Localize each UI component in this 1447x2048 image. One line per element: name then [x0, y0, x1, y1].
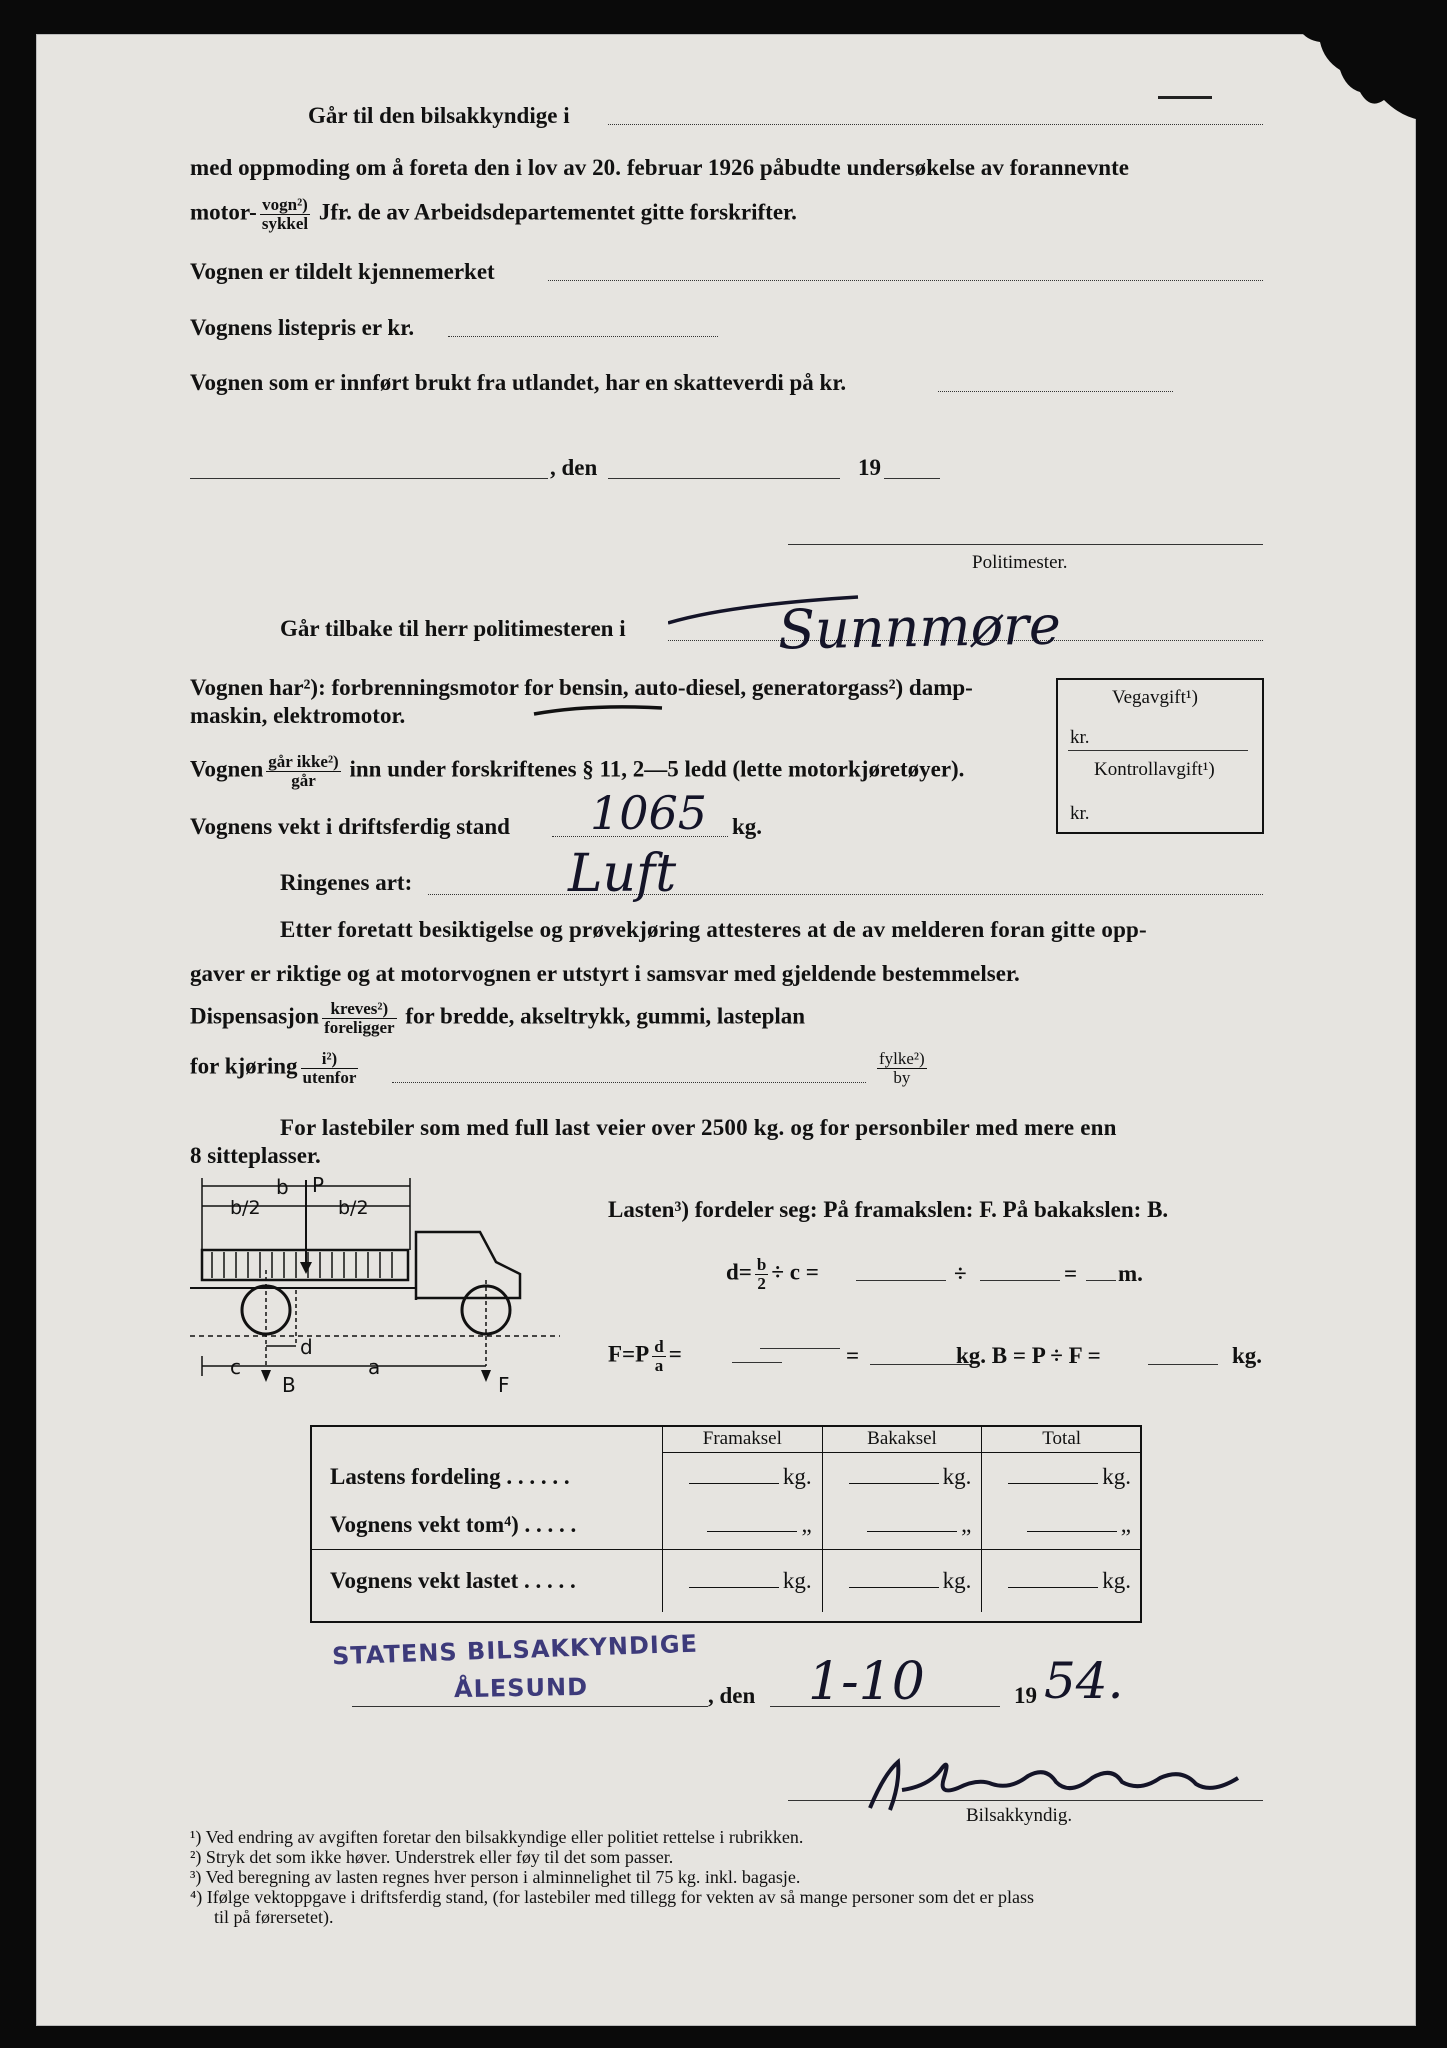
line-vekt: Vognens vekt i driftsferdig stand [190, 814, 510, 839]
stamp-line-1: STATENS BILSAKKYNDIGE [331, 1629, 699, 1671]
jfr-text: Jfr. de av Arbeidsdepartementet gitte forskrifter. [318, 199, 797, 225]
den-label-2: , den [708, 1683, 756, 1708]
row-label: Vognens vekt tom⁴) . . . . . [310, 1501, 663, 1550]
cell-unit: „ [961, 1512, 972, 1537]
gaar-ikke-option: går ikke²) [268, 752, 339, 771]
diagram-label-P: P [312, 1173, 325, 1197]
field-listepris[interactable] [448, 336, 718, 337]
formula-F [608, 1338, 682, 1375]
diagram-label-d: d [300, 1335, 313, 1359]
cell-unit: „ [801, 1512, 812, 1537]
line-gaar-tilbake: Går tilbake til herr politimesteren i [280, 616, 626, 641]
fylke-fraction [874, 1050, 930, 1087]
formula-d-rest: ÷ c = [771, 1259, 819, 1285]
vekt-unit: kg. [732, 814, 763, 839]
cell-unit: kg. [942, 1464, 972, 1489]
foreligger-option: foreligger [324, 1017, 395, 1037]
line-lette-motorkjoretoyer [190, 753, 964, 790]
field-ringenes[interactable] [428, 894, 1263, 895]
kontrollavgift-title: Kontrollavgift¹) [1094, 759, 1215, 780]
formula-m: m. [1118, 1261, 1143, 1286]
footnote-4-cont: til på førersetet). [214, 1907, 334, 1927]
formula-d [726, 1256, 819, 1293]
formula-div: ÷ [954, 1261, 967, 1286]
formula-F-label: F=P [608, 1341, 650, 1367]
by-option: by [893, 1067, 911, 1087]
formula-d-num: b [756, 1255, 767, 1274]
cell-unit: kg. [1102, 1464, 1131, 1489]
i-option: i²) [301, 1050, 359, 1069]
footnote-4: ⁴) Ifølge vektoppgave i driftsferdig stand, (for lastebiler med tillegg for vekten av så mange personer som det er plass [190, 1887, 1035, 1907]
line-motor [190, 196, 797, 233]
i-utenfor-fraction [301, 1050, 359, 1087]
table-border [310, 1425, 1142, 1623]
kreves-fraction [322, 1000, 396, 1037]
line-vognen-har-2: maskin, elektromotor. [190, 703, 406, 728]
den-label-1: , den [550, 455, 598, 480]
cell-unit: kg. [782, 1568, 812, 1593]
formula-eq: = [1064, 1261, 1078, 1286]
footnote-2: ²) Stryk det som ikke høver. Understrek eller føy til det som passer. [190, 1847, 674, 1867]
field-date-1[interactable] [608, 478, 840, 479]
handwritten-tyres: Luft [568, 844, 677, 904]
field-formula-F-1[interactable] [732, 1362, 782, 1363]
formula-B: kg. B = P ÷ F = [956, 1343, 1101, 1368]
diagram-label-b2-left: b/2 [230, 1197, 261, 1219]
axle-load-diagram [190, 1170, 570, 1400]
disp-prefix: Dispensasjon [190, 1003, 320, 1029]
field-year-1[interactable] [884, 478, 940, 479]
formula-F-eq: = [668, 1341, 682, 1367]
line-ringenes: Ringenes art: [280, 870, 413, 895]
row-label: Vognens vekt lastet . . . . . [310, 1550, 663, 1613]
footnote-1: ¹) Ved endring av avgiften foretar den bilsakkyndige eller politiet rettelse i rubrikken. [190, 1827, 804, 1847]
diagram-label-c: c [230, 1355, 241, 1379]
kontrollavgift-kr: kr. [1070, 803, 1090, 824]
vegavgift-kr: kr. [1070, 727, 1090, 748]
header-bakaksel: Bakaksel [822, 1426, 982, 1453]
line-listepris: Vognens listepris er kr. [190, 315, 415, 340]
place-underline [668, 555, 908, 635]
gaar-option: går [291, 770, 316, 790]
fylke-option: fylke²) [879, 1049, 925, 1068]
formula-d-den: 2 [757, 1273, 766, 1293]
header-total: Total [982, 1426, 1142, 1453]
formula-d-fraction [755, 1256, 768, 1293]
field-formula-F-2[interactable] [760, 1348, 840, 1349]
diagram-cab [416, 1232, 520, 1300]
cell-unit: kg. [942, 1568, 972, 1593]
disp-rest: for bredde, akseltrykk, gummi, lasteplan [405, 1003, 806, 1029]
diagram-label-b: b [276, 1175, 289, 1199]
diagram-label-B: B [282, 1373, 296, 1397]
line-etter-1: Etter foretatt besiktigelse og prøvekjøring attesteres at de av melderen foran gitte opp- [280, 917, 1147, 942]
vogn-sykkel-fraction [260, 196, 310, 233]
utenfor-option: utenfor [302, 1067, 357, 1087]
field-vegavgift[interactable] [1068, 750, 1248, 751]
field-skatteverdi[interactable] [938, 391, 1173, 392]
line-lastebiler-1: For lastebiler som med full last veier over 2500 kg. og for personbiler med mere enn [280, 1115, 1117, 1140]
diagram-label-F: F [498, 1373, 510, 1397]
torn-corner [1300, 30, 1420, 120]
line-skatteverdi: Vognen som er innført brukt fra utlandet, har en skatteverdi på kr. [190, 370, 847, 395]
vognen-prefix: Vognen [190, 756, 264, 782]
stamp-line-2: ÅLESUND [453, 1672, 589, 1704]
sykkel-option: sykkel [261, 213, 309, 233]
vegavgift-title: Vegavgift¹) [1112, 687, 1198, 708]
field-formula-d-2[interactable] [980, 1280, 1060, 1281]
line-etter-2: gaver er riktige og at motorvognen er utstyrt i samsvar med gjeldende bestemmelser. [190, 961, 1020, 986]
field-place-1[interactable] [190, 478, 548, 479]
corner-mark [1158, 96, 1212, 105]
field-politimester-signature[interactable] [788, 544, 1263, 545]
formula-F-fraction [652, 1338, 665, 1375]
row-label: Lastens fordeling . . . . . . [310, 1453, 663, 1502]
line-oppmoding: med oppmoding om å foreta den i lov av 20. februar 1926 påbudte undersøkelse av forannevnte [190, 155, 1130, 180]
line-dispensasjon [190, 1000, 805, 1037]
diagram-label-b2-right: b/2 [338, 1197, 369, 1219]
field-place-2[interactable] [352, 1706, 708, 1707]
handwritten-weight: 1065 [590, 786, 708, 840]
line-kjennemerket: Vognen er tildelt kjennemerket [190, 259, 495, 284]
vogn-option: vogn²) [260, 196, 310, 215]
handwritten-date: 1-10 [808, 1652, 925, 1712]
field-formula-d-1[interactable] [856, 1280, 946, 1281]
cell-unit: kg. [782, 1464, 812, 1489]
line-kjoring [190, 1050, 361, 1087]
kjoring-prefix: for kjøring [190, 1053, 298, 1079]
formula-kg: kg. [1232, 1343, 1263, 1368]
formula-F-eq2: = [846, 1343, 860, 1368]
handwritten-place: Sunnmøre [777, 593, 1062, 662]
field-formula-d-3[interactable] [1086, 1280, 1116, 1281]
lette-text: inn under forskriftenes § 11, 2—5 ledd (lette motorkjøretøyer). [349, 756, 965, 782]
line-lasten: Lasten³) fordeler seg: På framakslen: F. På bakakslen: B. [608, 1197, 1169, 1222]
header-framaksel: Framaksel [663, 1426, 823, 1453]
bensin-underline [530, 692, 670, 722]
politimester-label: Politimester. [972, 552, 1068, 573]
formula-F-num: d [654, 1337, 664, 1356]
kreves-option: kreves²) [322, 1000, 396, 1019]
cell-unit: „ [1120, 1512, 1131, 1537]
footnote-3: ³) Ved beregning av lasten regnes hver person i alminnelighet til 75 kg. inkl. bagasje. [190, 1867, 801, 1887]
bilsakkyndig-label: Bilsakkyndig. [966, 1805, 1073, 1826]
line-vognen-har: Vognen har²): forbrenningsmotor for bensin, auto-diesel, generatorgass²) damp- [190, 675, 973, 700]
formula-F-den: a [654, 1355, 664, 1375]
diagram-label-a: a [368, 1355, 381, 1379]
field-formula-F-3[interactable] [870, 1364, 970, 1365]
field-kjennemerket[interactable] [548, 280, 1263, 281]
field-formula-B[interactable] [1148, 1364, 1218, 1365]
field-kjoring-place[interactable] [392, 1082, 866, 1083]
motor-prefix: motor- [190, 199, 257, 225]
year-prefix-1: 19 [858, 455, 881, 480]
formula-d-label: d= [726, 1259, 752, 1285]
year-prefix-2: 19 [1014, 1683, 1037, 1708]
handwritten-year: 54. [1044, 1652, 1124, 1710]
gaar-fraction [266, 753, 340, 790]
field-bilsakkyndige-place[interactable] [608, 124, 1263, 125]
cell-unit: kg. [1102, 1568, 1131, 1593]
line-gaar-til: Går til den bilsakkyndige i [308, 103, 570, 128]
line-lastebiler-2: 8 sitteplasser. [190, 1143, 321, 1168]
bleed-through [1080, 300, 1105, 349]
